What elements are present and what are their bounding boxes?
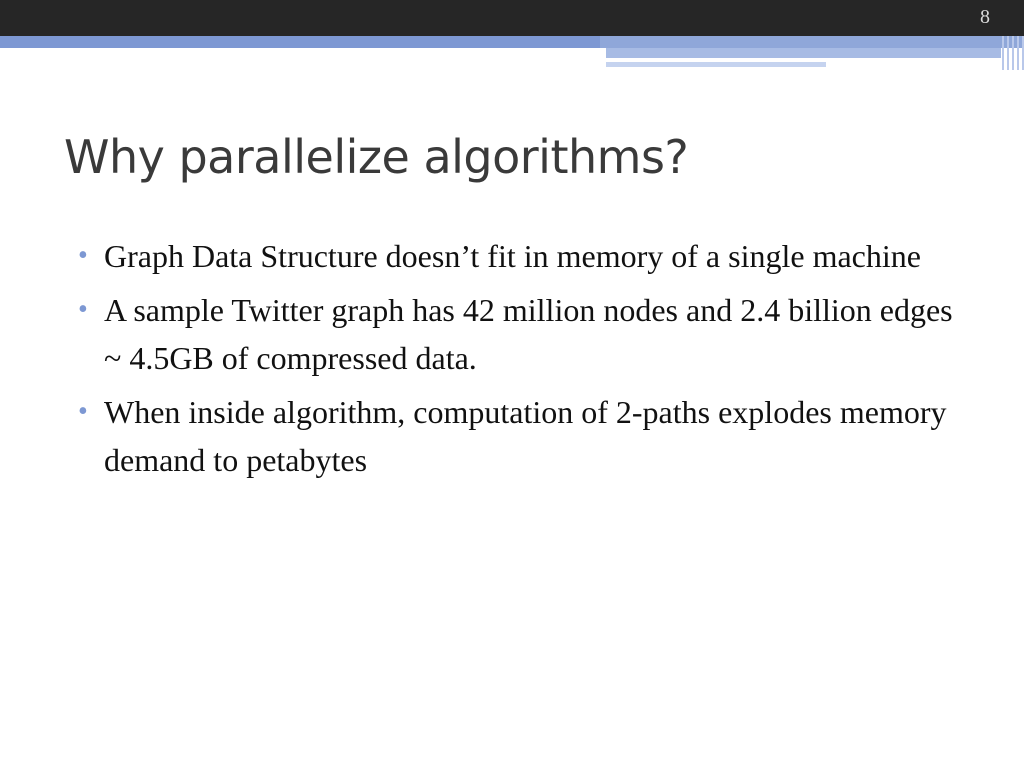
bullet-item [76,388,956,484]
stripe [1002,36,1004,70]
stripe [1012,36,1014,70]
bullet-dot-icon: • [78,396,88,427]
bullet-item [76,286,956,382]
bullet-text: A sample Twitter graph has 42 million nodes and 2.4 billion edges ~ 4.5GB of compressed data. [104,292,953,376]
accent-band-lower [606,48,1001,58]
accent-band-dark [0,36,600,48]
slide-title: Why parallelize algorithms? [64,130,689,184]
bullet-dot-icon: • [78,294,88,325]
bullet-text: Graph Data Structure doesn’t fit in memory of a single machine [104,238,921,274]
accent-band-thin [606,62,826,67]
bullet-item [76,232,956,280]
header-bar [0,0,1024,36]
stripe [1007,36,1009,70]
bullet-dot-icon: • [78,240,88,271]
slide-number: 8 [980,6,990,28]
decorative-stripes [1002,36,1024,70]
bullet-text: When inside algorithm, computation of 2-paths explodes memory demand to petabytes [104,394,947,478]
bullet-list [76,232,956,490]
stripe [1017,36,1019,70]
